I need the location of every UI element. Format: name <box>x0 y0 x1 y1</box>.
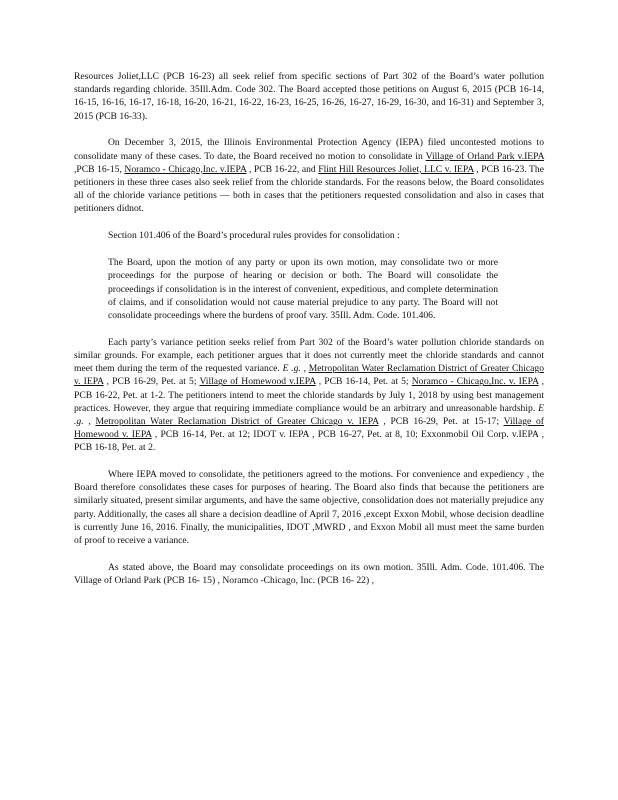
block-quote <box>108 256 498 322</box>
paragraph-text: Each party’s variance petition seeks relief from Part 302 of the Board’s water pollution chloride standards on similar grounds. For example, each petitioner argues that it does not currently meet the chloride standards and cannot meet them during the term of the requested variance. <box>74 336 544 375</box>
paragraph-text: , PCB 16-23. The petitioners in these three cases also seek relief from the chloride standards. For the reasons below, the Board consolidates all of the chloride variance petitions — both in cases that the petitioners requested consolidation and also in cases that petitioners didnot. <box>74 163 544 215</box>
signal-eg: E .g. <box>282 363 301 375</box>
paragraph-text: , PCB 16-14, Pet. at 12; IDOT v. IEPA , PCB 16-27, Pet. at 8, 10; Exxonmobil Oil Corp. v.IEPA , PCB 16-18, Pet. at 2. <box>74 429 544 454</box>
paragraph-consolidation-findings <box>74 468 544 547</box>
signal-eg: E .g. <box>74 402 544 427</box>
document-page <box>74 70 544 601</box>
paragraph-text: As stated above, the Board may consolidate proceedings on its own motion. 35Ill. Adm. Code. 101.406. The Village of Orland Park (PCB 16- 15) , Noramco -Chicago, Inc. (PCB 16- 22) , <box>74 561 544 586</box>
case-citation: Noramco - Chicago,Inc. v. IEPA <box>411 376 539 388</box>
paragraph-iepa-motions <box>74 136 544 215</box>
paragraph-text: ,PCB 16-15, <box>74 163 125 175</box>
paragraph-text: , PCB 16-14, Pet. at 5; <box>315 376 412 388</box>
paragraph-text: Section 101.406 of the Board’s procedural rules provides for consolidation : <box>108 230 400 242</box>
case-citation: Metropolitan Water Reclamation District of Greater Chicago v. IEPA <box>74 363 545 388</box>
paragraph-continued <box>74 70 544 123</box>
paragraph-text: , PCB 16-22, Pet. at 1-2. The petitioners intend to meet the chloride standards by July 1, 2018 by using best management practices. However, they argue that requiring immediate compliance would be an arbitrary and unreasonable hardship. <box>74 376 544 414</box>
paragraph-text: , <box>83 415 96 427</box>
case-citation: Village of Homewood v.IEPA <box>199 376 316 388</box>
paragraph-text: , PCB 16-29, Pet. at 15-17; <box>378 415 504 427</box>
case-citation: Village of Orland Park v.IEPA <box>425 150 545 162</box>
paragraph-text: On December 3, 2015, the Illinois Environmental Protection Agency (IEPA) filed uncontested motions to consolidate many of these cases. To date, the Board received no motion to consolidate in <box>74 137 544 162</box>
case-citation: Flint Hill Resources Joliet, LLC v. IEPA <box>318 163 474 175</box>
paragraph-text: Where IEPA moved to consolidate, the petitioners agreed to the motions. For convenience and expediency , the Board therefore consolidates these cases for purposes of hearing. The Board also finds that because the petitioners are similarly situated, present similar arguments, and have the same objective, consolidation does not materially prejudice any party. Additionally, the cases all share a decision deadline of April 7, 2016 ,except Exxon Mobil, whose decision deadline is currently June 16, 2016. Finally, the municipalities, IDOT ,MWRD , and Exxon Mobil all must meet the same burden of proof to receive a variance. <box>74 469 544 547</box>
case-citation: Village of Homewood v. IEPA <box>74 415 544 441</box>
case-citation: Metropolitan Water Reclamation District of Greater Chicago v. IEPA <box>95 415 379 427</box>
paragraph-text: , <box>300 363 309 375</box>
paragraph-text: Resources Joliet,LLC (PCB 16-23) all seek relief from specific sections of Part 302 of the Board’s water pollution standards regarding chloride. 35Ill.Adm. Code 302. The Board accepted those petitions on August 6, 2015 (PCB 16-14, 16-15, 16-16, 16-17, 16-18, 16-20, 16-21, 16-22, 16-23, 16-25, 16-26, 16-27, 16-29, 16-30, and 16-31) and September 3, 2015 (PCB 16-33). <box>74 71 544 122</box>
rule-intro <box>108 229 544 242</box>
paragraph-own-motion <box>74 561 544 587</box>
paragraph-variance-petitions <box>74 336 544 455</box>
quote-text: The Board, upon the motion of any party or upon its own motion, may consolidate two or more proceedings for the purpose of hearing or decision or both. The Board will consolidate the proceedings if consolidation is in the interest of convenient, expeditious, and complete determination of claims, and if consolidation would not cause material prejudice to any party. The Board will not consolidate proceedings where the burdens of proof vary. 35Ill. Adm. Code. 101.406. <box>108 257 498 322</box>
paragraph-text: , PCB 16-29, Pet. at 5; <box>103 376 200 388</box>
case-citation: Noramco - Chicago,Inc. v.IEPA <box>124 163 247 175</box>
paragraph-text: , PCB 16-22, and <box>246 163 319 175</box>
